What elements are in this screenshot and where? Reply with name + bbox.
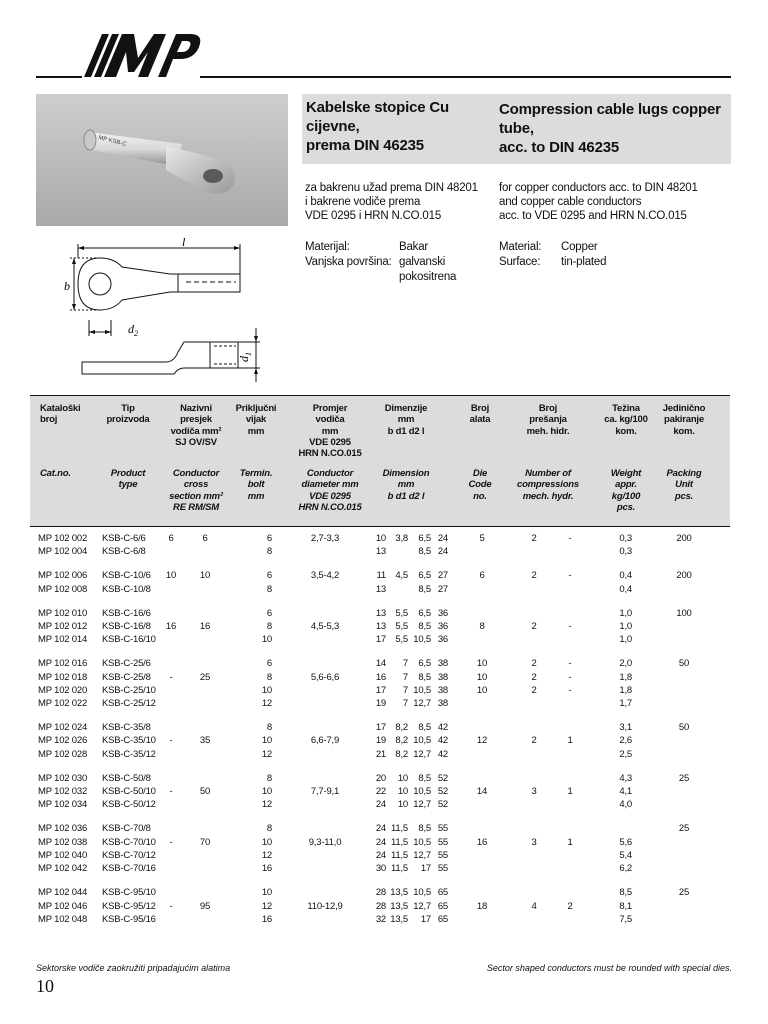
- cell-bolt: 8: [266, 546, 272, 558]
- cell-mech: 3: [531, 786, 537, 797]
- cell-catalog-number: MP 102 030: [38, 772, 88, 784]
- cell-product-type: KSB-C-10/6: [102, 570, 151, 582]
- cell-dim-l: 55: [437, 836, 448, 848]
- cell-bolt: 12: [261, 698, 272, 710]
- cell-dim-d2: 12,7: [413, 849, 431, 861]
- cell-dim-d1: 5,5: [395, 620, 408, 632]
- cell-dim-b: 14: [375, 658, 386, 670]
- cell-conductor-diameter: 2,7-3,3: [310, 533, 340, 544]
- cell-dim-d1: 8,2: [395, 748, 408, 760]
- cell-hydr: -: [568, 658, 572, 670]
- cell-packing: 200: [676, 570, 692, 582]
- cell-dim-b: 17: [375, 684, 386, 696]
- cell-weight: 0,4: [619, 570, 632, 582]
- cell-dim-d2: 17: [420, 913, 431, 925]
- cell-bolt: 8: [266, 722, 272, 734]
- cell-dim-b: 17: [375, 634, 386, 646]
- cell-dim-b: 13: [375, 546, 386, 558]
- cell-dim-d1: 10: [397, 799, 408, 811]
- cell-dim-d1: 7: [402, 658, 408, 670]
- cell-dim-l: 42: [437, 722, 448, 734]
- cell-packing: 50: [678, 722, 690, 734]
- cell-catalog-number: MP 102 006: [38, 570, 88, 582]
- cell-catalog-number: MP 102 014: [38, 634, 88, 646]
- cell-dim-d2: 10,5: [413, 684, 431, 696]
- header-local-cat: Kataloški broj: [40, 403, 81, 426]
- cell-dim-d1: 7: [402, 684, 408, 696]
- cell-cs-rm: 70: [199, 836, 211, 848]
- dim-label-d1: $d_1$: [237, 352, 253, 362]
- cell-dim-d1: 13,5: [390, 900, 408, 912]
- header-local-weight: Težina ca. kg/100 kom.: [604, 403, 648, 437]
- cell-catalog-number: MP 102 010: [38, 607, 88, 619]
- cell-catalog-number: MP 102 008: [38, 583, 88, 595]
- cell-cs-re: 6: [168, 533, 174, 544]
- material-en: Material: Copper Surface: tin-plated: [499, 241, 607, 268]
- cell-packing: 100: [676, 607, 692, 619]
- cell-weight: 1,0: [619, 620, 632, 632]
- header-en-pack: Packing Unit pcs.: [666, 468, 702, 502]
- cell-weight: 0,4: [619, 583, 632, 595]
- cell-die: 10: [476, 684, 488, 696]
- cell-cs-rm: 6: [202, 533, 208, 544]
- dim-label-l: l: [182, 236, 186, 249]
- cell-packing: 25: [678, 823, 690, 835]
- cell-hydr: 2: [567, 900, 573, 912]
- cell-product-type: KSB-C-16/10: [102, 634, 156, 646]
- cell-conductor-diameter: 7,7-9,1: [310, 786, 340, 797]
- cell-catalog-number: MP 102 040: [38, 849, 88, 861]
- dim-label-b: b: [64, 279, 70, 293]
- cell-bolt: 8: [266, 671, 272, 683]
- cell-dim-b: 20: [375, 772, 386, 784]
- cell-cs-rm: 95: [199, 900, 211, 912]
- cell-product-type: KSB-C-35/12: [102, 748, 156, 760]
- cell-weight: 3,1: [619, 722, 632, 734]
- cell-product-type: KSB-C-50/8: [102, 772, 151, 784]
- cell-weight: 8,1: [619, 900, 632, 912]
- cell-dim-d2: 8,5: [418, 671, 431, 683]
- cell-cs-re: -: [169, 836, 173, 848]
- title-local: Kabelske stopice Cu cijevne, prema DIN 46235: [306, 99, 449, 154]
- cell-bolt: 10: [261, 786, 272, 797]
- cell-cs-re: 16: [165, 620, 177, 632]
- cell-weight: 0,3: [619, 533, 632, 544]
- cell-hydr: 1: [567, 735, 573, 747]
- cell-die: 12: [476, 735, 488, 747]
- cell-dim-d1: 11,5: [391, 823, 408, 835]
- cell-weight: 8,5: [619, 887, 632, 899]
- cell-packing: 200: [676, 533, 692, 544]
- cell-die: 10: [476, 658, 488, 670]
- cell-weight: 1,0: [619, 607, 632, 619]
- cell-bolt: 6: [266, 533, 272, 544]
- cell-weight: 0,3: [619, 546, 632, 558]
- header-en-comp: Number of compressions mech. hydr.: [516, 468, 579, 502]
- cell-product-type: KSB-C-50/12: [102, 799, 156, 811]
- description-en: for copper conductors acc. to DIN 48201 and copper cable conductors acc. to VDE 0295 and HRN N.CO.015: [499, 182, 698, 222]
- material-local: Materijal: Bakar Vanjska površina: galvanski pokositrena: [305, 241, 457, 283]
- header-local-cs: Nazivni presjek vodiča mm² SJ OV/SV: [170, 403, 222, 448]
- cell-dim-d1: 3,8: [395, 533, 408, 544]
- cell-dim-d2: 8,5: [418, 620, 431, 632]
- cell-dim-d2: 10,5: [413, 786, 431, 797]
- cell-bolt: 8: [266, 772, 272, 784]
- cell-die: 10: [476, 671, 488, 683]
- cell-catalog-number: MP 102 028: [38, 748, 88, 760]
- cell-product-type: KSB-C-25/12: [102, 698, 156, 710]
- cell-mech: 2: [531, 570, 537, 582]
- header-en-weight: Weight appr. kg/100 pcs.: [610, 468, 642, 513]
- cell-mech: 2: [531, 671, 537, 683]
- cell-dim-d1: 13,5: [390, 887, 408, 899]
- cell-dim-l: 52: [437, 772, 448, 784]
- cell-dim-d2: 10,5: [413, 634, 431, 646]
- cell-dim-b: 17: [375, 722, 386, 734]
- cell-dim-d2: 8,5: [418, 823, 431, 835]
- cell-dim-d1: 10: [397, 772, 408, 784]
- cell-dim-l: 52: [437, 799, 448, 811]
- cell-product-type: KSB-C-6/8: [102, 546, 146, 558]
- cell-dim-l: 42: [437, 748, 448, 760]
- cell-hydr: -: [568, 570, 572, 582]
- product-photo: [36, 94, 288, 226]
- cell-weight: 2,0: [619, 658, 632, 670]
- cell-dim-d2: 17: [420, 863, 431, 875]
- cell-dim-d1: 8,2: [395, 722, 408, 734]
- header-rule-right: [200, 76, 731, 78]
- cell-dim-l: 38: [437, 698, 448, 710]
- cell-cs-re: -: [169, 671, 173, 683]
- cell-dim-l: 65: [437, 900, 448, 912]
- footnote-local: Sektorske vodiče zaokružiti pripadajućim alatima: [36, 963, 231, 973]
- cell-dim-l: 24: [437, 546, 448, 558]
- cell-hydr: -: [568, 671, 572, 683]
- table-header-rule: [30, 526, 730, 527]
- cell-dim-d2: 12,7: [413, 748, 431, 760]
- cell-dim-b: 22: [375, 786, 386, 797]
- cell-dim-l: 38: [437, 684, 448, 696]
- cell-dim-b: 16: [375, 671, 386, 683]
- cell-die: 6: [479, 570, 485, 582]
- cell-dim-d1: 11,5: [391, 836, 408, 848]
- cell-dim-b: 21: [375, 748, 386, 760]
- cell-packing: 25: [678, 772, 690, 784]
- cell-dim-d2: 8,5: [418, 722, 431, 734]
- cell-product-type: KSB-C-10/8: [102, 583, 151, 595]
- cell-product-type: KSB-C-25/10: [102, 684, 156, 696]
- cell-catalog-number: MP 102 038: [38, 836, 88, 848]
- cell-mech: 2: [531, 684, 537, 696]
- cell-dim-d1: 11,5: [391, 863, 408, 875]
- cell-mech: 2: [531, 620, 537, 632]
- cell-dim-d1: 10: [397, 786, 408, 797]
- cell-conductor-diameter: 9,3-11,0: [308, 836, 342, 848]
- header-local-comp: Broj prešanja meh. hidr.: [526, 403, 570, 437]
- cell-bolt: 12: [261, 849, 272, 861]
- cell-packing: 50: [678, 658, 690, 670]
- header-en-diam: Conductor diameter mm VDE 0295 HRN N.CO.015: [298, 468, 362, 513]
- cell-dim-l: 36: [437, 634, 448, 646]
- cell-dim-d2: 8,5: [418, 772, 431, 784]
- cell-product-type: KSB-C-70/10: [102, 836, 156, 848]
- cell-catalog-number: MP 102 026: [38, 735, 88, 747]
- dim-label-d2: $d_2$: [128, 322, 138, 338]
- header-local-die: Broj alata: [469, 403, 491, 426]
- cell-product-type: KSB-C-70/16: [102, 863, 156, 875]
- cell-conductor-diameter: 110-12,9: [307, 900, 343, 912]
- cell-dim-l: 55: [437, 823, 448, 835]
- cell-dim-d2: 6,5: [418, 570, 431, 582]
- cell-dim-l: 38: [437, 671, 448, 683]
- header-local-diam: Promjer vodiča mm VDE 0295 HRN N.CO.015: [298, 403, 362, 460]
- cell-dim-d2: 10,5: [413, 836, 431, 848]
- cell-weight: 4,3: [619, 772, 632, 784]
- header-en-dim: Dimension mm b d1 d2 l: [382, 468, 430, 502]
- cell-dim-b: 13: [375, 620, 386, 632]
- cell-weight: 5,6: [619, 836, 632, 848]
- cell-product-type: KSB-C-25/8: [102, 671, 151, 683]
- cell-catalog-number: MP 102 022: [38, 698, 88, 710]
- description-local: za bakrenu užad prema DIN 48201 i bakrene vodiče prema VDE 0295 i HRN N.CO.015: [305, 182, 478, 222]
- header-en-type: Product type: [110, 468, 146, 491]
- cell-dim-b: 10: [375, 533, 386, 544]
- cell-bolt: 10: [261, 684, 272, 696]
- cell-dim-b: 11: [376, 570, 386, 582]
- cell-dim-l: 38: [437, 658, 448, 670]
- cell-dim-l: 55: [437, 863, 448, 875]
- cell-die: 14: [476, 786, 488, 797]
- cell-weight: 7,5: [619, 913, 632, 925]
- cell-mech: 3: [531, 836, 537, 848]
- cell-product-type: KSB-C-16/6: [102, 607, 151, 619]
- header-local-dim: Dimenzije mm b d1 d2 l: [384, 403, 428, 437]
- cell-catalog-number: MP 102 012: [38, 620, 88, 632]
- cell-dim-b: 13: [375, 607, 386, 619]
- cell-catalog-number: MP 102 036: [38, 823, 88, 835]
- cell-dim-d1: 5,5: [395, 634, 408, 646]
- cell-mech: 2: [531, 533, 537, 544]
- cell-hydr: -: [568, 684, 572, 696]
- cell-packing: 25: [678, 887, 690, 899]
- cell-dim-l: 65: [437, 887, 448, 899]
- cell-cs-re: -: [169, 900, 173, 912]
- cell-dim-l: 36: [437, 620, 448, 632]
- cell-bolt: 12: [261, 799, 272, 811]
- cell-product-type: KSB-C-95/16: [102, 913, 156, 925]
- cell-die: 18: [476, 900, 488, 912]
- cell-hydr: -: [568, 620, 572, 632]
- cell-product-type: KSB-C-6/6: [102, 533, 146, 544]
- cell-dim-b: 19: [375, 735, 386, 747]
- cell-dim-b: 24: [375, 799, 386, 811]
- cell-catalog-number: MP 102 016: [38, 658, 88, 670]
- cell-cs-rm: 10: [199, 570, 211, 582]
- cell-bolt: 6: [266, 607, 272, 619]
- cell-die: 5: [479, 533, 485, 544]
- cell-mech: 2: [531, 735, 537, 747]
- cell-product-type: KSB-C-25/6: [102, 658, 151, 670]
- cell-bolt: 8: [266, 583, 272, 595]
- cell-catalog-number: MP 102 046: [38, 900, 88, 912]
- cell-catalog-number: MP 102 002: [38, 533, 88, 544]
- cell-hydr: 1: [567, 836, 573, 848]
- cell-weight: 6,2: [619, 863, 632, 875]
- cell-dim-d2: 8,5: [418, 546, 431, 558]
- cell-conductor-diameter: 4,5-5,3: [310, 620, 340, 632]
- cell-dim-d2: 12,7: [413, 799, 431, 811]
- cell-dim-b: 30: [375, 863, 386, 875]
- page-number: 10: [36, 976, 54, 996]
- cell-dim-l: 55: [437, 849, 448, 861]
- cell-dim-d2: 6,5: [418, 658, 431, 670]
- cell-dim-b: 13: [375, 583, 386, 595]
- cell-dim-l: 27: [437, 570, 448, 582]
- cell-bolt: 12: [261, 748, 272, 760]
- cell-bolt: 10: [261, 735, 272, 747]
- cell-dim-d1: 13,5: [390, 913, 408, 925]
- cell-catalog-number: MP 102 004: [38, 546, 88, 558]
- cell-dim-l: 65: [437, 913, 448, 925]
- cell-bolt: 8: [266, 823, 272, 835]
- header-local-bolt: Priključni vijak mm: [235, 403, 277, 437]
- header-en-cs: Conductor cross section mm² RE RM/SM: [169, 468, 223, 513]
- cell-catalog-number: MP 102 034: [38, 799, 88, 811]
- header-rule-left: [36, 76, 82, 78]
- cell-bolt: 8: [266, 620, 272, 632]
- cell-dim-l: 42: [437, 735, 448, 747]
- cell-dim-d1: 5,5: [395, 607, 408, 619]
- cell-bolt: 6: [266, 570, 272, 582]
- header-en-bolt: Termin. bolt mm: [239, 468, 273, 502]
- cell-catalog-number: MP 102 042: [38, 863, 88, 875]
- cell-product-type: KSB-C-16/8: [102, 620, 151, 632]
- cell-bolt: 10: [261, 634, 272, 646]
- cell-cs-rm: 25: [199, 671, 211, 683]
- cell-dim-b: 24: [375, 836, 386, 848]
- cell-conductor-diameter: 5,6-6,6: [310, 671, 340, 683]
- cell-dim-b: 28: [375, 887, 386, 899]
- cell-dim-d1: 7: [402, 671, 408, 683]
- cell-weight: 2,5: [619, 748, 632, 760]
- cell-dim-d2: 12,7: [413, 698, 431, 710]
- cell-bolt: 6: [266, 658, 272, 670]
- cell-bolt: 16: [261, 913, 272, 925]
- cell-catalog-number: MP 102 018: [38, 671, 88, 683]
- cell-dim-l: 52: [437, 786, 448, 797]
- svg-text:MP KSB-C: MP KSB-C: [97, 135, 128, 148]
- cell-bolt: 10: [261, 836, 272, 848]
- footnote-en: Sector shaped conductors must be rounded with special dies.: [486, 963, 732, 973]
- cell-bolt: 16: [261, 863, 272, 875]
- cell-dim-l: 36: [437, 607, 448, 619]
- cell-cs-re: -: [169, 735, 173, 747]
- cell-dim-b: 32: [375, 913, 386, 925]
- cell-cs-re: -: [169, 786, 173, 797]
- cell-dim-b: 28: [375, 900, 386, 912]
- cell-conductor-diameter: 6,6-7,9: [310, 735, 340, 747]
- cell-die: 16: [476, 836, 488, 848]
- cell-cs-rm: 16: [199, 620, 211, 632]
- cell-hydr: 1: [567, 786, 573, 797]
- cell-bolt: 10: [261, 887, 272, 899]
- cell-weight: 1,0: [619, 634, 632, 646]
- cell-product-type: KSB-C-70/8: [102, 823, 151, 835]
- cell-product-type: KSB-C-95/10: [102, 887, 156, 899]
- cell-dim-d2: 6,5: [418, 607, 431, 619]
- cell-product-type: KSB-C-35/10: [102, 735, 156, 747]
- cell-dim-d1: 11,5: [391, 849, 408, 861]
- cell-catalog-number: MP 102 044: [38, 887, 88, 899]
- cell-catalog-number: MP 102 024: [38, 722, 88, 734]
- cell-dim-d2: 8,5: [418, 583, 431, 595]
- cell-dim-b: 24: [375, 823, 386, 835]
- cell-weight: 4,0: [619, 799, 632, 811]
- cell-weight: 2,6: [619, 735, 632, 747]
- cell-product-type: KSB-C-50/10: [102, 786, 156, 797]
- cell-cs-re: 10: [165, 570, 177, 582]
- cell-weight: 5,4: [619, 849, 632, 861]
- header-en-die: Die Code no.: [468, 468, 492, 502]
- cell-hydr: -: [568, 533, 572, 544]
- cell-weight: 1,8: [619, 684, 632, 696]
- technical-drawing: [60, 236, 272, 386]
- cell-dim-l: 24: [437, 533, 448, 544]
- cell-dim-b: 24: [375, 849, 386, 861]
- cell-bolt: 12: [261, 900, 272, 912]
- cell-die: 8: [479, 620, 485, 632]
- cell-product-type: KSB-C-35/8: [102, 722, 151, 734]
- cell-cs-rm: 50: [199, 786, 211, 797]
- cell-weight: 1,7: [619, 698, 632, 710]
- cell-mech: 2: [531, 658, 537, 670]
- cell-dim-d1: 8,2: [395, 735, 408, 747]
- cell-dim-d1: 7: [402, 698, 408, 710]
- cell-catalog-number: MP 102 032: [38, 786, 88, 797]
- cell-dim-l: 27: [437, 583, 448, 595]
- cell-conductor-diameter: 3,5-4,2: [310, 570, 340, 582]
- cell-dim-d2: 6,5: [418, 533, 431, 544]
- mp-logo: [82, 30, 202, 80]
- cell-catalog-number: MP 102 048: [38, 913, 88, 925]
- cell-cs-rm: 35: [199, 735, 211, 747]
- title-en: Compression cable lugs copper tube, acc. to DIN 46235: [499, 101, 721, 156]
- cell-dim-d1: 4,5: [395, 570, 408, 582]
- cell-product-type: KSB-C-95/12: [102, 900, 156, 912]
- cell-weight: 4,1: [619, 786, 632, 797]
- header-local-type: Tip proizvoda: [106, 403, 150, 426]
- cell-product-type: KSB-C-70/12: [102, 849, 156, 861]
- header-en-cat: Cat.no.: [40, 468, 71, 479]
- cell-mech: 4: [531, 900, 537, 912]
- cell-catalog-number: MP 102 020: [38, 684, 88, 696]
- cell-dim-d2: 12,7: [413, 900, 431, 912]
- cell-dim-d2: 10,5: [413, 887, 431, 899]
- cell-dim-b: 19: [375, 698, 386, 710]
- cell-dim-d2: 10,5: [413, 735, 431, 747]
- header-local-pack: Jedinično pakiranje kom.: [662, 403, 706, 437]
- cell-weight: 1,8: [619, 671, 632, 683]
